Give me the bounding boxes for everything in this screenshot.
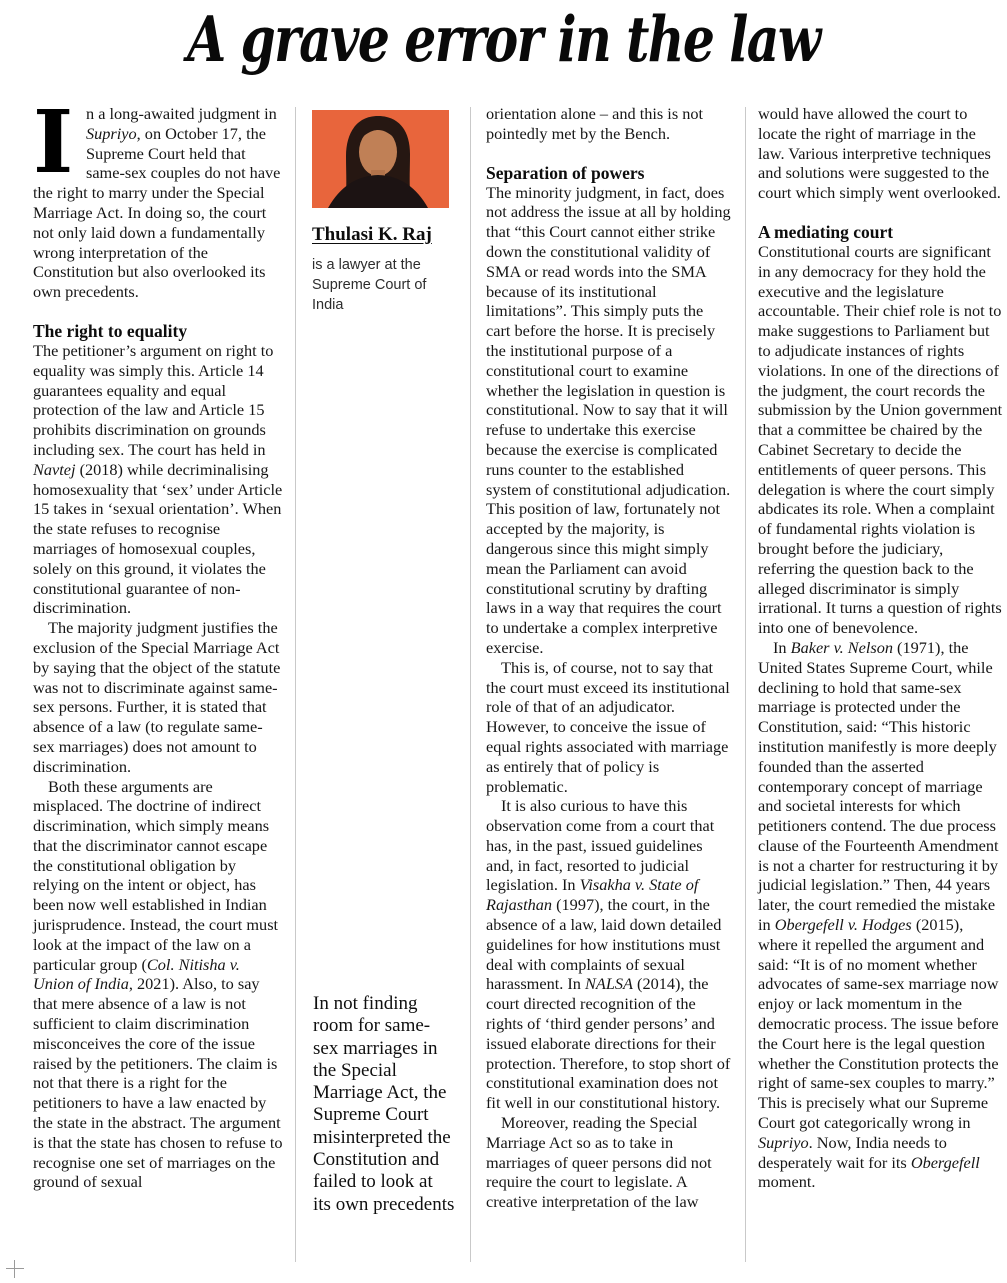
- author-photo: [312, 110, 449, 208]
- article-paragraph: Moreover, reading the Special Marriage Act so as to take in marriages of queer persons did not require the court to legislate. A creative interpretation of the law: [486, 1113, 712, 1212]
- article-column-1: [33, 92, 284, 1192]
- article-paragraph: The petitioner’s argument on right to equality was simply this. Article 14 guarantees equality and equal protection of the law and Article 15 prohibits discrimination on grounds including sex. The court has held in Navtej (2018) while decriminalising homosexuality that ‘sex’ under Article 15 takes in ‘sexual orientation’. When the state refuses to recognise marriages of homosexual couples, solely on this ground, it violates the constitutional guarantee of non-discrimination.: [33, 340, 283, 618]
- column-divider: [745, 107, 746, 1262]
- author-bio: is a lawyer at the Supreme Court of India: [312, 257, 427, 313]
- author-name: Thulasi K. Raj: [312, 224, 432, 245]
- section-heading: Separation of powers: [486, 162, 645, 183]
- author-block: [312, 110, 453, 315]
- article-paragraph: orientation alone – and this is not pointedly met by the Bench.: [486, 104, 704, 143]
- article-paragraph: The minority judgment, in fact, does not address the issue at all by holding that “this Court cannot either strike down the constitutional validity of SMA or read words into the SMA because of its institutional limitations”. This simply puts the cart before the horse. It is precisely the institutional purpose of a constitutional court to examine whether the legislation in question is constitutional. Now to say that it will refuse to undertake this exercise because the exercise is complicated runs counter to the established system of constitutional adjudication. This position of law, fortunately not accepted by the majority, is dangerous since this might simply mean the Parliament can avoid constitutional scrutiny by drafting laws in a way that requires the court to undertake a complex interpretive exercise.: [486, 182, 731, 657]
- article-paragraph: In Baker v. Nelson (1971), the United States Supreme Court, while declining to hold that same-sex marriage is protected under the Constitution, said: “This historic institution manifestly is more deeply founded than the asserted contemporary concept of marriage and societal interests for which petitioners contend. The due process clause of the Fourteenth Amendment is not a charter for restructuring it by judicial legislation.” Then, 44 years later, the court remedied the mistake in Obergefell v. Hodges (2015), where it repelled the argument and said: “It is of no moment whether advocates of same-sex marriage now enjoy or lack momentum in the democratic process. The issue before the Court here is the legal question whether the Constitution protects the right of same-sex couples to marry.” This is precisely what our Supreme Court got categorically wrong in Supriyo. Now, India needs to desperately wait for its Obergefell moment.: [758, 637, 999, 1192]
- article-paragraph: In a long-awaited judgment in Supriyo, on October 17, the Supreme Court held that same-sex couples do not have the right to marry under the Special Marriage Act. In doing so, the court not only laid down a fundamentally wrong interpretation of the Constitution but also overlooked its own precedents.: [33, 92, 281, 302]
- section-heading: The right to equality: [33, 320, 188, 341]
- drop-cap: I: [33, 92, 74, 193]
- article-paragraph: The majority judgment justifies the exclusion of the Special Marriage Act by saying that the object of the statute was not to discriminate against same-sex persons. Further, it is stated that absence of a law (to regulate same-sex marriages) does not amount to discrimination.: [33, 618, 281, 776]
- article-paragraph: This is, of course, not to say that the court must exceed its institutional role of that of an adjudicator. However, to conceive the issue of equal rights associated with marriage as entirely that of policy is problematic.: [486, 657, 730, 796]
- column-divider: [470, 107, 471, 1262]
- article-column-3: [758, 104, 1003, 1192]
- column-divider: [295, 107, 296, 1262]
- article-paragraph: It is also curious to have this observation come from a court that has, in the past, issued guidelines and, in fact, resorted to judicial legislation. In Visakha v. State of Rajasthan (1997), the court, in the absence of a law, laid down detailed guidelines for how institutions must deal with complaints of sexual harassment. In NALSA (2014), the court directed recognition of the rights of ‘third gender persons’ and issued elaborate directions for their protection. Therefore, to stop short of constitutional examination does not fit well in our constitutional history.: [486, 796, 731, 1113]
- page-title: [0, 2, 1007, 76]
- article-paragraph: would have allowed the court to locate the right of marriage in the law. Various interpretive techniques and solutions were suggested to the court which simply went overlooked.: [758, 104, 1001, 203]
- article-paragraph: Both these arguments are misplaced. The doctrine of indirect discrimination, which simply means that the discriminator cannot escape the constitutional obligation by relying on the intent or object, has been now well established in Indian jurisprudence. Instead, the court must look at the impact of the law on a particular group (Col. Nitisha v. Union of India, 2021). Also, to say that mere absence of a law is not sufficient to claim discrimination misconceives the core of the issue raised by the petitioners. The claim is not that there is a right for the petitioners to have a law enacted by the state in the abstract. The argument is that the state has chosen to refuse to recognise one set of marriages on the ground of sexual: [33, 776, 283, 1192]
- section-heading: A mediating court: [758, 221, 894, 242]
- article-column-2: [486, 104, 731, 1212]
- crop-mark-icon: [6, 1260, 24, 1278]
- headline-text: A grave error in the law: [187, 2, 820, 76]
- article-paragraph: Constitutional courts are significant in any democracy for they hold the executive and the legislature accountable. Their chief role is not to make suggestions to Parliament but to adjudicate instances of rights violations. In one of the directions of the judgment, the court records the submission by the Union government that a committee be chaired by the Cabinet Secretary to decide the entitlements of queer persons. This delegation is where the court simply abdicates its role. When a complaint of fundamental rights violation is brought before the judiciary, referring the question back to the alleged discriminator is simply irrational. It turns a question of rights into one of benevolence.: [758, 241, 1003, 638]
- pull-quote: In not finding room for same-sex marriages in the Special Marriage Act, the Supreme Court misinterpreted the Constitution and failed to look at its own precedents: [313, 993, 455, 1215]
